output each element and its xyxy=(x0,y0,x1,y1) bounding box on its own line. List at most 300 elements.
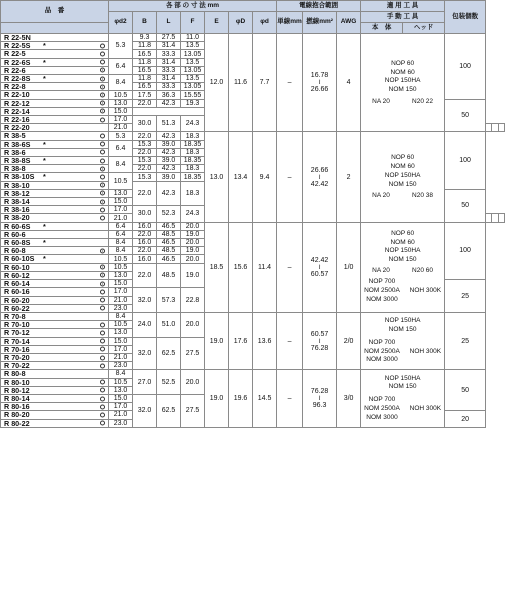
d2-cell: 15.0 xyxy=(109,394,133,402)
tool-name: NOM 3000 xyxy=(366,413,398,421)
tool-name: NOM 150 xyxy=(388,180,417,188)
single-group-cell: – xyxy=(277,222,303,312)
stranded-value: ≀ xyxy=(318,263,321,271)
table-row xyxy=(1,370,505,378)
star-mark: * xyxy=(43,58,46,67)
d2-cell: 8.4 xyxy=(109,75,133,91)
tool-name: NOM 3000 xyxy=(366,356,398,364)
part-number: R 60-8 xyxy=(4,246,26,255)
head-tool: NA 20 xyxy=(372,98,390,105)
f-cell xyxy=(498,214,504,222)
head-tool: NA 20 xyxy=(372,266,390,274)
tool-low-left xyxy=(364,339,400,365)
part-number-cell xyxy=(1,304,109,312)
part-number-cell xyxy=(1,419,109,427)
b-cell: 24.0 xyxy=(133,312,157,337)
pack-cell: 20 xyxy=(445,411,486,427)
part-number-cell xyxy=(1,255,109,263)
d2-cell: 15.0 xyxy=(109,198,133,206)
b-cell: 22.0 xyxy=(133,263,157,288)
part-number-cell xyxy=(1,140,109,148)
awg-cell: 4 xyxy=(337,34,361,132)
tool-cell xyxy=(361,312,445,369)
b-cell: 22.0 xyxy=(133,148,157,156)
filled-circle-icon xyxy=(100,68,105,73)
tool-list xyxy=(361,154,444,189)
part-number-cell xyxy=(1,83,109,91)
f-cell: 20.0 xyxy=(181,239,205,247)
header-dimensions: 各 部 の 寸 法 mm xyxy=(109,1,277,12)
f-cell: 13.5 xyxy=(181,58,205,66)
d2-cell: 6.4 xyxy=(109,140,133,156)
e-group-cell: 19.0 xyxy=(205,370,229,427)
awg-cell: 1/0 xyxy=(337,222,361,312)
l-cell: 57.3 xyxy=(157,288,181,313)
part-number-cell xyxy=(1,157,109,165)
d2-cell: 6.4 xyxy=(109,222,133,230)
part-number-cell xyxy=(1,329,109,337)
l-cell: 42.3 xyxy=(157,181,181,206)
part-number: R 70-14 xyxy=(4,337,30,346)
pack-cell: 100 xyxy=(445,132,486,189)
filled-circle-icon xyxy=(100,166,105,171)
open-circle-icon xyxy=(100,298,105,303)
filled-circle-icon xyxy=(100,199,105,204)
stranded-value: 16.78 xyxy=(310,72,329,80)
single-group-cell: – xyxy=(277,312,303,369)
part-number: R 70-10 xyxy=(4,320,30,329)
tool-name: NOM 150 xyxy=(388,256,417,264)
f-cell: 18.3 xyxy=(181,132,205,140)
part-number-cell xyxy=(1,394,109,402)
d-group-cell: 11.4 xyxy=(253,222,277,312)
part-number: R 38-8S xyxy=(4,156,31,165)
part-number: R 38-14 xyxy=(4,197,30,206)
table-row xyxy=(1,132,505,140)
open-circle-icon xyxy=(100,404,105,409)
part-number: R 22-5S xyxy=(4,41,31,50)
d2-cell: 23.0 xyxy=(109,304,133,312)
l-cell: 42.3 xyxy=(157,99,181,107)
f-cell: 24.3 xyxy=(181,116,205,132)
tool-name: NOP 60 xyxy=(391,229,415,237)
D-group-cell: 19.6 xyxy=(229,370,253,427)
part-number-cell xyxy=(1,214,109,222)
open-circle-icon xyxy=(100,322,105,327)
b-cell: 22.0 xyxy=(133,230,157,238)
header-d: φd xyxy=(253,12,277,34)
l-cell: 46.5 xyxy=(157,222,181,230)
f-cell: 19.3 xyxy=(181,99,205,107)
l-cell: 42.3 xyxy=(157,132,181,140)
f-cell: 11.0 xyxy=(181,34,205,42)
part-number-cell xyxy=(1,189,109,197)
open-circle-icon xyxy=(100,60,105,65)
tool-name: NOP 150HA xyxy=(384,374,421,382)
open-circle-icon xyxy=(100,175,105,180)
d2-cell: 5.3 xyxy=(109,34,133,59)
open-circle-icon xyxy=(100,216,105,221)
part-number-cell xyxy=(1,148,109,156)
l-cell: 39.0 xyxy=(157,157,181,165)
stranded-value: 76.28 xyxy=(310,388,329,396)
tool-name: NOP 150HA xyxy=(384,77,421,85)
d2-cell: 21.0 xyxy=(109,353,133,361)
f-cell: 27.5 xyxy=(181,337,205,370)
awg-cell: 2/0 xyxy=(337,312,361,369)
part-number-cell xyxy=(1,132,109,140)
pack-cell: 25 xyxy=(445,312,486,369)
b-cell: 22.0 xyxy=(133,99,157,107)
filled-circle-icon xyxy=(100,93,105,98)
tool-footer xyxy=(361,268,444,275)
tool-name: NOP 700 xyxy=(368,396,396,404)
b-cell: 15.3 xyxy=(133,140,157,148)
stranded-value: 26.66 xyxy=(310,86,329,94)
f-cell: 22.8 xyxy=(181,288,205,313)
d2-cell: 8.4 xyxy=(109,247,133,255)
part-number-cell xyxy=(1,181,109,189)
open-circle-icon xyxy=(100,117,105,122)
f-cell: 13.05 xyxy=(181,50,205,58)
tool-low-left xyxy=(364,396,400,422)
l-cell: 27.5 xyxy=(157,34,181,42)
part-number: R 80-8 xyxy=(4,369,26,379)
star-mark: * xyxy=(43,74,46,83)
l-cell: 48.5 xyxy=(157,247,181,255)
pack-cell: 50 xyxy=(445,189,486,222)
header-head: ヘッド xyxy=(403,23,445,34)
head-tool: N20 22 xyxy=(412,98,433,105)
b-cell: 32.0 xyxy=(133,394,157,427)
open-circle-icon xyxy=(100,289,105,294)
filled-circle-icon xyxy=(100,191,105,196)
tool-low xyxy=(361,339,444,365)
part-number-cell xyxy=(1,337,109,345)
d2-cell: 13.0 xyxy=(109,189,133,197)
tool-name: NOM 2500A xyxy=(364,404,400,412)
D-group-cell: 17.6 xyxy=(229,312,253,369)
part-number: R 38-8 xyxy=(4,164,26,173)
b-cell: 22.0 xyxy=(133,181,157,206)
star-mark: * xyxy=(43,238,46,247)
e-group-cell: 13.0 xyxy=(205,132,229,222)
b-cell: 9.3 xyxy=(133,34,157,42)
part-number: R 22-8S xyxy=(4,74,31,83)
tool-name: NOM 3000 xyxy=(366,295,398,303)
table-row xyxy=(1,222,505,230)
tool-cell xyxy=(361,132,445,222)
part-number: R 60-10S xyxy=(4,254,35,264)
table-row xyxy=(1,312,505,320)
part-number: R 22-5N xyxy=(4,33,31,42)
d2-cell: 21.0 xyxy=(109,214,133,222)
header-f: F xyxy=(181,12,205,34)
part-number: R 70-20 xyxy=(4,353,30,362)
stranded-value: ≀ xyxy=(318,79,321,87)
tool-list xyxy=(361,317,444,335)
D-group-cell: 11.6 xyxy=(229,34,253,132)
head-tool: N20 60 xyxy=(412,266,433,274)
b-cell: 11.8 xyxy=(133,42,157,50)
b-cell: 32.0 xyxy=(133,288,157,313)
filled-circle-icon xyxy=(100,273,105,278)
filled-circle-icon xyxy=(100,248,105,253)
d2-cell: 10.5 xyxy=(109,255,133,263)
tool-cell xyxy=(361,370,445,427)
part-number: R 38-10 xyxy=(4,181,30,190)
l-cell: 62.5 xyxy=(157,394,181,427)
l-cell: 31.4 xyxy=(157,75,181,83)
f-cell: 15.55 xyxy=(181,91,205,99)
part-number-cell xyxy=(1,378,109,386)
tool-name: NOM 150 xyxy=(388,325,417,333)
tool-name: NOP 150HA xyxy=(384,171,421,179)
stranded-range-cell xyxy=(303,222,337,312)
stranded-range-cell xyxy=(303,132,337,222)
open-circle-icon xyxy=(100,142,105,147)
header-body: 本 体 xyxy=(361,23,403,34)
d2-cell: 10.5 xyxy=(109,321,133,329)
pack-cell: 25 xyxy=(445,280,486,313)
part-number-cell xyxy=(1,247,109,255)
f-cell: 18.3 xyxy=(181,181,205,206)
part-number-cell xyxy=(1,222,109,230)
part-number-cell xyxy=(1,362,109,370)
part-number-cell xyxy=(1,296,109,304)
part-number-cell xyxy=(1,403,109,411)
header-awg: AWG xyxy=(337,12,361,34)
d2-cell: 17.0 xyxy=(109,288,133,296)
b-cell: 22.0 xyxy=(133,247,157,255)
d-group-cell: 7.7 xyxy=(253,34,277,132)
part-number: R 70-22 xyxy=(4,361,30,370)
d2-cell: 13.0 xyxy=(109,271,133,279)
header-tool: 適 用 工 具 xyxy=(361,1,445,12)
f-cell: 20.0 xyxy=(181,370,205,395)
d2-cell: 5.3 xyxy=(109,132,133,140)
tool-name: NOP 60 xyxy=(391,154,415,162)
open-circle-icon xyxy=(100,158,105,163)
f-cell: 27.5 xyxy=(181,394,205,427)
stranded-value: ≀ xyxy=(318,337,321,345)
d2-cell: 13.0 xyxy=(109,329,133,337)
part-number-cell xyxy=(1,370,109,378)
star-mark: * xyxy=(43,156,46,165)
tool-name: NOM 60 xyxy=(390,163,415,171)
tool-name: NOP 700 xyxy=(368,338,396,346)
open-circle-icon xyxy=(100,150,105,155)
part-number: R 80-14 xyxy=(4,394,30,403)
b-cell: 16.5 xyxy=(133,83,157,91)
part-number-cell xyxy=(1,353,109,361)
part-number: R 70-16 xyxy=(4,345,30,354)
l-cell: 36.3 xyxy=(157,91,181,99)
part-number: R 60-12 xyxy=(4,271,30,280)
header-single: 単線mm xyxy=(277,12,303,34)
tool-low xyxy=(361,278,444,304)
b-cell: 22.0 xyxy=(133,132,157,140)
header-part-number: 品 番 xyxy=(1,1,109,23)
single-group-cell: – xyxy=(277,132,303,222)
l-cell: 51.0 xyxy=(157,312,181,337)
part-number: R 60-22 xyxy=(4,304,30,313)
d2-cell: 6.4 xyxy=(109,58,133,74)
tool-name: NOP 150HA xyxy=(384,247,421,255)
f-cell: 18.3 xyxy=(181,148,205,156)
part-number-cell xyxy=(1,386,109,394)
d2-cell: 8.4 xyxy=(109,239,133,247)
header-pack: 包装個数 xyxy=(445,1,486,34)
awg-cell: 2 xyxy=(337,132,361,222)
header-stranded: 撚線mm² xyxy=(303,12,337,34)
part-number: R 80-16 xyxy=(4,402,30,411)
part-number-cell xyxy=(1,198,109,206)
b-cell: 30.0 xyxy=(133,116,157,132)
header-b: B xyxy=(133,12,157,34)
stranded-value: ≀ xyxy=(318,395,321,403)
b-cell: 15.3 xyxy=(133,157,157,165)
part-number: R 22-10 xyxy=(4,90,30,100)
part-number: R 60-6S xyxy=(4,222,31,231)
part-number: R 38-16 xyxy=(4,205,30,214)
part-number-cell xyxy=(1,263,109,271)
tool-name: NOM 60 xyxy=(390,238,415,246)
part-number: R 38-10S xyxy=(4,172,35,182)
b-cell: 32.0 xyxy=(133,337,157,370)
star-mark: * xyxy=(43,140,46,149)
stranded-value: 76.28 xyxy=(310,344,329,352)
part-number: R 22-16 xyxy=(4,115,30,124)
part-number-cell xyxy=(1,58,109,66)
l-cell: 31.4 xyxy=(157,58,181,66)
tool-footer xyxy=(361,99,444,106)
header-e: E xyxy=(205,12,229,34)
spec-table-body xyxy=(1,34,505,428)
tool-low xyxy=(361,396,444,422)
tool-name: NOM 60 xyxy=(390,68,415,76)
l-cell: 52.3 xyxy=(157,206,181,222)
f-cell: 18.35 xyxy=(181,157,205,165)
part-number: R 38-20 xyxy=(4,213,30,223)
l-cell: 31.4 xyxy=(157,42,181,50)
b-cell: 16.0 xyxy=(133,222,157,230)
b-cell: 11.8 xyxy=(133,58,157,66)
part-number-cell xyxy=(1,239,109,247)
stranded-value: 26.66 xyxy=(310,166,329,174)
l-cell: 42.3 xyxy=(157,148,181,156)
header-wire-range: 電線抱合範囲 xyxy=(277,1,361,12)
b-cell: 11.8 xyxy=(133,75,157,83)
pack-cell: 100 xyxy=(445,222,486,279)
filled-circle-icon xyxy=(100,183,105,188)
part-number-cell xyxy=(1,66,109,74)
f-cell: 13.05 xyxy=(181,66,205,74)
header-d2: φd2 xyxy=(109,12,133,34)
head-tool: NOH 300K xyxy=(409,404,442,412)
part-number-cell xyxy=(1,124,109,132)
d2-cell: 23.0 xyxy=(109,419,133,427)
part-number-cell xyxy=(1,312,109,320)
open-circle-icon xyxy=(100,207,105,212)
part-number: R 38-5 xyxy=(4,131,26,141)
pack-cell: 50 xyxy=(445,370,486,411)
tool-list xyxy=(361,60,444,95)
open-circle-icon xyxy=(100,347,105,352)
part-number-cell xyxy=(1,206,109,214)
part-number: R 70-8 xyxy=(4,312,26,321)
tool-cell xyxy=(361,222,445,312)
tool-low-left xyxy=(364,278,400,304)
l-cell: 51.3 xyxy=(157,116,181,132)
part-number: R 38-6 xyxy=(4,148,26,157)
tool-name: NOM 150 xyxy=(388,383,417,391)
pack-cell: 50 xyxy=(445,99,486,132)
stranded-range-cell xyxy=(303,312,337,369)
part-number: R 60-16 xyxy=(4,287,30,296)
filled-circle-icon xyxy=(100,281,105,286)
open-circle-icon xyxy=(100,363,105,368)
single-group-cell: – xyxy=(277,34,303,132)
d2-cell: 10.5 xyxy=(109,173,133,189)
tool-list xyxy=(361,230,444,265)
part-number: R 80-22 xyxy=(4,419,30,428)
table-row xyxy=(1,34,505,42)
b-cell: 16.0 xyxy=(133,239,157,247)
d2-cell: 8.4 xyxy=(109,157,133,173)
part-number: R 60-14 xyxy=(4,279,30,288)
d2-cell: 15.0 xyxy=(109,107,133,115)
f-cell: 19.0 xyxy=(181,230,205,238)
stranded-value: 96.3 xyxy=(312,402,327,410)
part-number: R 70-12 xyxy=(4,328,30,338)
part-number: R 22-20 xyxy=(4,123,30,132)
pack-cell: 100 xyxy=(445,34,486,100)
part-number: R 80-12 xyxy=(4,386,30,395)
filled-circle-icon xyxy=(100,109,105,114)
part-number: R 22-6S xyxy=(4,58,31,67)
part-number-cell xyxy=(1,116,109,124)
part-number: R 38-6S xyxy=(4,140,31,149)
d2-cell: 17.0 xyxy=(109,403,133,411)
d2-cell: 13.0 xyxy=(109,99,133,107)
tool-name: NOM 150 xyxy=(388,86,417,94)
b-cell: 27.0 xyxy=(133,370,157,395)
part-number-cell xyxy=(1,288,109,296)
tool-list xyxy=(361,375,444,393)
f-cell: 20.0 xyxy=(181,222,205,230)
part-number-cell xyxy=(1,42,109,50)
tool-name: NOP 150HA xyxy=(384,317,421,325)
header-l: L xyxy=(157,12,181,34)
part-number-cell xyxy=(1,99,109,107)
filled-circle-icon xyxy=(100,101,105,106)
part-number: R 22-5 xyxy=(4,49,26,59)
D-group-cell: 13.4 xyxy=(229,132,253,222)
f-cell: 13.05 xyxy=(181,83,205,91)
part-number: R 60-6 xyxy=(4,230,26,239)
tool-cell xyxy=(361,34,445,132)
part-number-cell xyxy=(1,280,109,288)
part-number-cell xyxy=(1,173,109,181)
filled-circle-icon xyxy=(100,76,105,81)
head-tool: NOH 300K xyxy=(409,287,442,295)
stranded-range-cell xyxy=(303,370,337,427)
d2-cell: 15.0 xyxy=(109,280,133,288)
open-circle-icon xyxy=(100,330,105,335)
stranded-value: 42.42 xyxy=(310,180,329,188)
part-number: R 22-14 xyxy=(4,107,30,116)
